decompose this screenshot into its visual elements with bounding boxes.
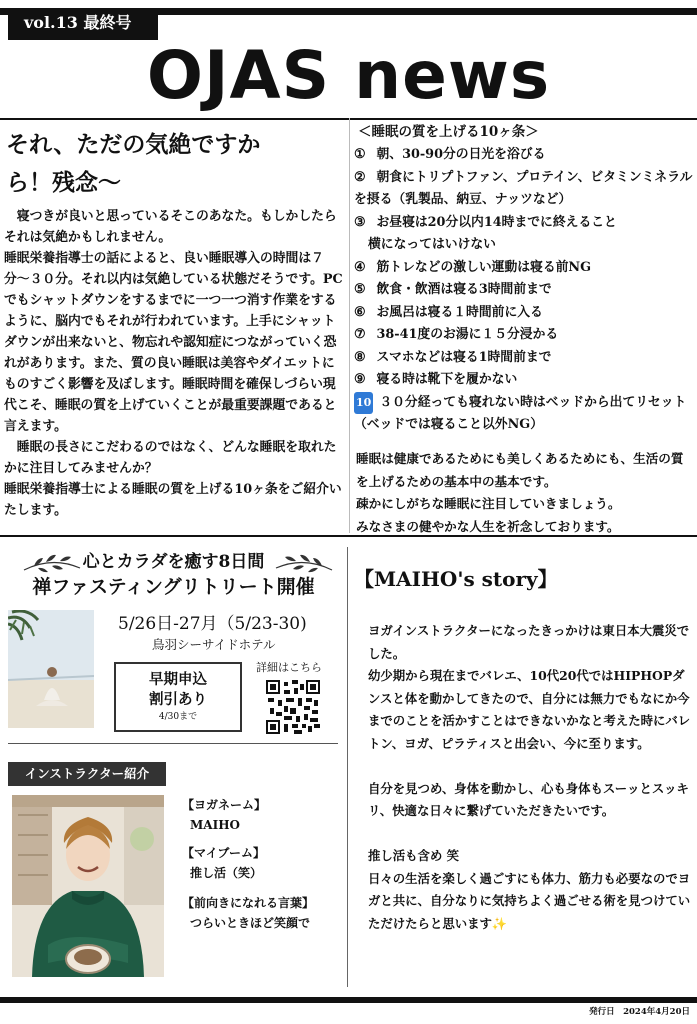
article-paragraph: 寝つきが良いと思っているそこのあなた。もしかしたらそれは気絶かもしれません。 <box>4 209 337 245</box>
story-title: 【MAIHO's story】 <box>354 567 558 591</box>
tips-title: ＜睡眠の質を上げる10ヶ条＞ <box>358 124 539 140</box>
story-paragraph: 推し活も含め 笑 <box>368 848 460 863</box>
volume-tag: vol.13 最終号 <box>8 8 158 40</box>
retreat-rule <box>8 743 338 744</box>
summary-line: 睡眠は健康であるためにも美しくあるためにも、生活の質を上げるための基本中の基本です。 <box>356 451 684 489</box>
tip-item: ③ お昼寝は20分以内14時までに終えること <box>354 214 617 230</box>
yoga-name-value: MAIHO <box>190 818 240 832</box>
tip-item: ④ 筋トレなどの激しい運動は寝る前NG <box>354 259 592 275</box>
meditation-photo <box>8 610 94 728</box>
instructor-tag: インストラクター紹介 <box>8 762 166 786</box>
motto-label: 【前向きになれる言葉】 <box>182 896 315 910</box>
my-boom-label: 【マイブーム】 <box>182 846 266 860</box>
column-divider-bottom <box>347 547 348 987</box>
section-rule <box>0 535 697 537</box>
article-paragraph: 睡眠の長さにこだわるのではなく、どんな睡眠を取れたかに注目してみませんか？ <box>4 440 337 476</box>
tip-item: ⑦ 38-41度のお湯に１５分浸かる <box>354 327 559 342</box>
tip-item: ⑤ 飲食・飲酒は寝る3時間前まで <box>354 282 552 297</box>
tip-item: 10 ３０分経っても寝れない時はベッドから出てリセット（ベッドでは寝ること以外NG） <box>354 392 694 437</box>
story-paragraph: ヨガインストラクターになったきっかけは東日本大震災でした。 <box>368 623 690 661</box>
story-gap <box>368 823 694 846</box>
retreat-dates: 5/26日-27月（5/23-30) <box>118 614 307 634</box>
masthead-title: OJAS news <box>146 37 551 114</box>
article-title <box>6 126 342 202</box>
summary-line: 疎かにしがちな睡眠に注目していきましょう。 <box>356 496 621 511</box>
retreat-venue: 鳥羽シーサイドホテル <box>152 637 276 652</box>
details-label: 詳細はこちら <box>256 661 322 674</box>
article-paragraph: 睡眠栄養指導士による睡眠の質を上げる10ヶ条をご紹介いたします。 <box>4 482 342 518</box>
issue-date: 発行日 2024年4月20日 <box>589 1007 690 1017</box>
tips-list <box>354 144 694 437</box>
early-line-2: 割引あり <box>149 691 207 708</box>
retreat-subtitle: 禅ファスティングリトリート開催 <box>32 576 315 598</box>
motto-value: つらいときほど笑顔で <box>190 916 311 930</box>
early-deadline: 4/30まで <box>158 712 198 722</box>
qr-code-icon[interactable] <box>266 680 320 734</box>
tips-summary <box>356 448 692 538</box>
story-paragraph: 日々の生活を楽しく過ごすにも体力、筋力も必要なのでヨガと共に、自分なりに気持ちよく過ごせる術を見つけていただけたらと思います✨ <box>368 870 691 931</box>
footer-rule <box>0 997 697 1003</box>
tip-item: ⑨ 寝る時は靴下を履かない <box>354 372 518 387</box>
story-body <box>368 620 694 935</box>
tip-item: 横になってはいけない <box>368 237 496 252</box>
summary-line: みなさまの健やかな人生を祈念しております。 <box>356 518 620 534</box>
story-paragraph: 自分を見つめ、身体を動かし、心も身体もスーッとスッキリ、快適な日々に繋げていただきたいです。 <box>368 780 689 818</box>
column-divider-top <box>349 118 350 533</box>
keycap-ten-icon: 10 <box>354 392 373 415</box>
retreat-title: 心とカラダを癒す8日間 <box>82 552 265 572</box>
tip-item: ② 朝食にトリプトファン、プロテイン、ビタミンミネラルを摂る（乳製品、納豆、ナッツなど） <box>354 169 693 207</box>
article-title-line-2: ら！残念〜 <box>6 169 121 196</box>
tip-item: ① 朝、30-90分の日光を浴びる <box>354 147 546 162</box>
yoga-name-label: 【ヨガネーム】 <box>182 798 267 812</box>
early-line-1: 早期申込 <box>149 671 207 688</box>
article-paragraph: 睡眠栄養指導士の話によると、良い睡眠導入の時間は７分〜３０分。それ以内は気絶している状態だそうです。PCでもシャットダウンをするまでに一つ一つ消す作業をするように、脳内でもそれが行われています。上手にシャットダウンが出来ないと、物忘れや認知症につながっていく恐れがあります。また、質の良い睡眠は美容やダイエットにものすごく影響を及ぼします。睡眠時間を確保しづらい現代こそ、睡眠の質を上げていくことが最重要課題であると言えます。 <box>4 251 343 434</box>
instructor-photo <box>12 795 164 977</box>
story-paragraph: 幼少期から現在までバレエ、10代20代ではHIPHOPダンスと体を動かしてきたので、自分には無力でもなにか今までのことを活かすことはできないかなと考えた時にバレトン、ヨガ、ピラティスと出会い、今に至ります。 <box>368 668 691 751</box>
tip-item: ⑧ スマホなどは寝る1時間前まで <box>354 349 552 365</box>
story-gap <box>368 755 694 778</box>
article-title-line-1: それ、ただの気絶ですか <box>6 131 261 158</box>
tip-item: ⑥ お風呂は寝る１時間前に入る <box>354 304 543 320</box>
early-discount-box <box>114 662 242 732</box>
my-boom-value: 推し活（笑） <box>190 866 263 880</box>
article-body <box>4 206 344 521</box>
sparkle-icon: ✨ <box>491 915 508 931</box>
